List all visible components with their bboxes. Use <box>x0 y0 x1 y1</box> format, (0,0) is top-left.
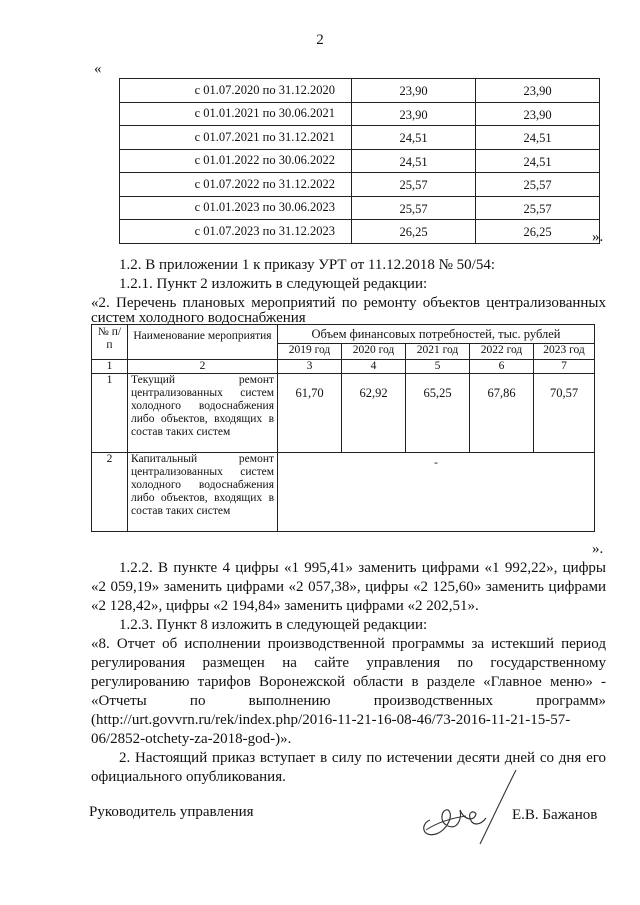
header-year: 2023 год <box>534 344 595 360</box>
row-value: 62,92 <box>342 374 406 453</box>
header-year: 2022 год <box>470 344 534 360</box>
section-2-line2: официального опубликования. <box>91 769 286 785</box>
header-year: 2021 год <box>406 344 470 360</box>
item8-line2: регулирования размещен на сайте управления по государственному <box>91 655 606 671</box>
section-1-2: 1.2. В приложении 1 к приказу УРТ от 11.12.2018 № 50/54: <box>119 257 496 273</box>
header-volume: Объем финансовых потребностей, тыс. рублей <box>278 325 595 344</box>
header-num: № п/п <box>92 325 128 360</box>
item8-line3: регулированию тарифов Воронежской области в разделе «Главное меню» - <box>91 674 606 690</box>
table-row <box>92 374 595 453</box>
section-1-2-2-line1: 1.2.2. В пункте 4 цифры «1 995,41» заменить цифрами «1 992,22», цифры <box>119 560 606 576</box>
index-cell: 1 <box>92 360 128 374</box>
tariff-value-2: 25,57 <box>476 173 600 197</box>
tariff-value-2: 24,51 <box>476 149 600 173</box>
tariff-value-1: 24,51 <box>352 126 476 150</box>
index-cell: 7 <box>534 360 595 374</box>
section-1-2-3: 1.2.3. Пункт 8 изложить в следующей редакции: <box>119 617 428 633</box>
item8-line6: 06/2852-otchety-za-2018-god-)». <box>91 731 292 747</box>
index-cell: 6 <box>470 360 534 374</box>
row-name: Текущий ремонт централизованных систем холодного водоснабжения либо объектов, входящих в состав таких систем <box>128 374 278 453</box>
tariff-value-2: 25,57 <box>476 196 600 220</box>
row-num: 1 <box>92 374 128 453</box>
row-num: 2 <box>92 453 128 532</box>
header-year: 2020 год <box>342 344 406 360</box>
tariff-row <box>120 79 600 103</box>
tariff-period: с 01.07.2022 по 31.12.2022 <box>120 173 352 197</box>
item8-line4: «Отчеты по выполнению производственных программ» <box>91 693 606 709</box>
item8-line5: (http://urt.govvrn.ru/rek/index.php/2016-11-21-16-08-46/73-2016-11-21-15-57- <box>91 712 571 728</box>
tariff-period: с 01.01.2022 по 30.06.2022 <box>120 149 352 173</box>
row-value: 61,70 <box>278 374 342 453</box>
tariff-period: с 01.07.2021 по 31.12.2021 <box>120 126 352 150</box>
tariff-value-1: 24,51 <box>352 149 476 173</box>
signatory-title: Руководитель управления <box>89 804 254 820</box>
tariff-value-2: 26,25 <box>476 220 600 244</box>
page-number: 2 <box>316 32 324 48</box>
tariff-value-2: 23,90 <box>476 79 600 103</box>
tariff-row <box>120 126 600 150</box>
close-quote: ». <box>592 541 604 557</box>
tariff-period: с 01.07.2020 по 31.12.2020 <box>120 79 352 103</box>
item2-title-line2: систем холодного водоснабжения <box>91 310 306 326</box>
tariff-value-1: 23,90 <box>352 102 476 126</box>
tariff-value-2: 24,51 <box>476 126 600 150</box>
tariff-value-2: 23,90 <box>476 102 600 126</box>
index-row <box>92 360 595 374</box>
close-quote: ». <box>592 229 604 245</box>
index-cell: 4 <box>342 360 406 374</box>
tariff-value-1: 26,25 <box>352 220 476 244</box>
row-value: 67,86 <box>470 374 534 453</box>
row-value: 65,25 <box>406 374 470 453</box>
tariff-row <box>120 102 600 126</box>
tariff-table <box>119 78 600 244</box>
item8-line1: «8. Отчет об исполнении производственной программы за истекший период <box>91 636 606 652</box>
index-cell: 2 <box>128 360 278 374</box>
open-quote: « <box>94 61 102 77</box>
tariff-value-1: 25,57 <box>352 196 476 220</box>
tariff-period: с 01.01.2023 по 30.06.2023 <box>120 196 352 220</box>
row-value: 70,57 <box>534 374 595 453</box>
header-name: Наименование мероприятия <box>128 325 278 360</box>
tariff-row <box>120 149 600 173</box>
signatory-name: Е.В. Бажанов <box>512 807 598 823</box>
tariff-value-1: 25,57 <box>352 173 476 197</box>
tariff-period: с 01.07.2023 по 31.12.2023 <box>120 220 352 244</box>
section-1-2-1: 1.2.1. Пункт 2 изложить в следующей редакции: <box>119 276 428 292</box>
tariff-row <box>120 196 600 220</box>
header-year: 2019 год <box>278 344 342 360</box>
tariff-period: с 01.01.2021 по 30.06.2021 <box>120 102 352 126</box>
table-row <box>92 453 595 532</box>
item2-title-line1: «2. Перечень плановых мероприятий по ремонту объектов централизованных <box>91 295 606 311</box>
tariff-value-1: 23,90 <box>352 79 476 103</box>
index-cell: 5 <box>406 360 470 374</box>
section-1-2-2-line2: «2 059,19» заменить цифрами «2 057,38», цифры «2 125,60» заменить цифрами <box>91 579 606 595</box>
row-name: Капитальный ремонт централизованных систем холодного водоснабжения либо объектов, входящих в состав таких систем <box>128 453 278 532</box>
events-table <box>91 324 595 532</box>
row-merged-value: - <box>278 453 595 532</box>
section-2-line1: 2. Настоящий приказ вступает в силу по истечении десяти дней со дня его <box>119 750 606 766</box>
tariff-row <box>120 220 600 244</box>
section-1-2-2-line3: «2 128,42», цифры «2 194,84» заменить цифрами «2 202,51». <box>91 598 479 614</box>
index-cell: 3 <box>278 360 342 374</box>
tariff-row <box>120 173 600 197</box>
